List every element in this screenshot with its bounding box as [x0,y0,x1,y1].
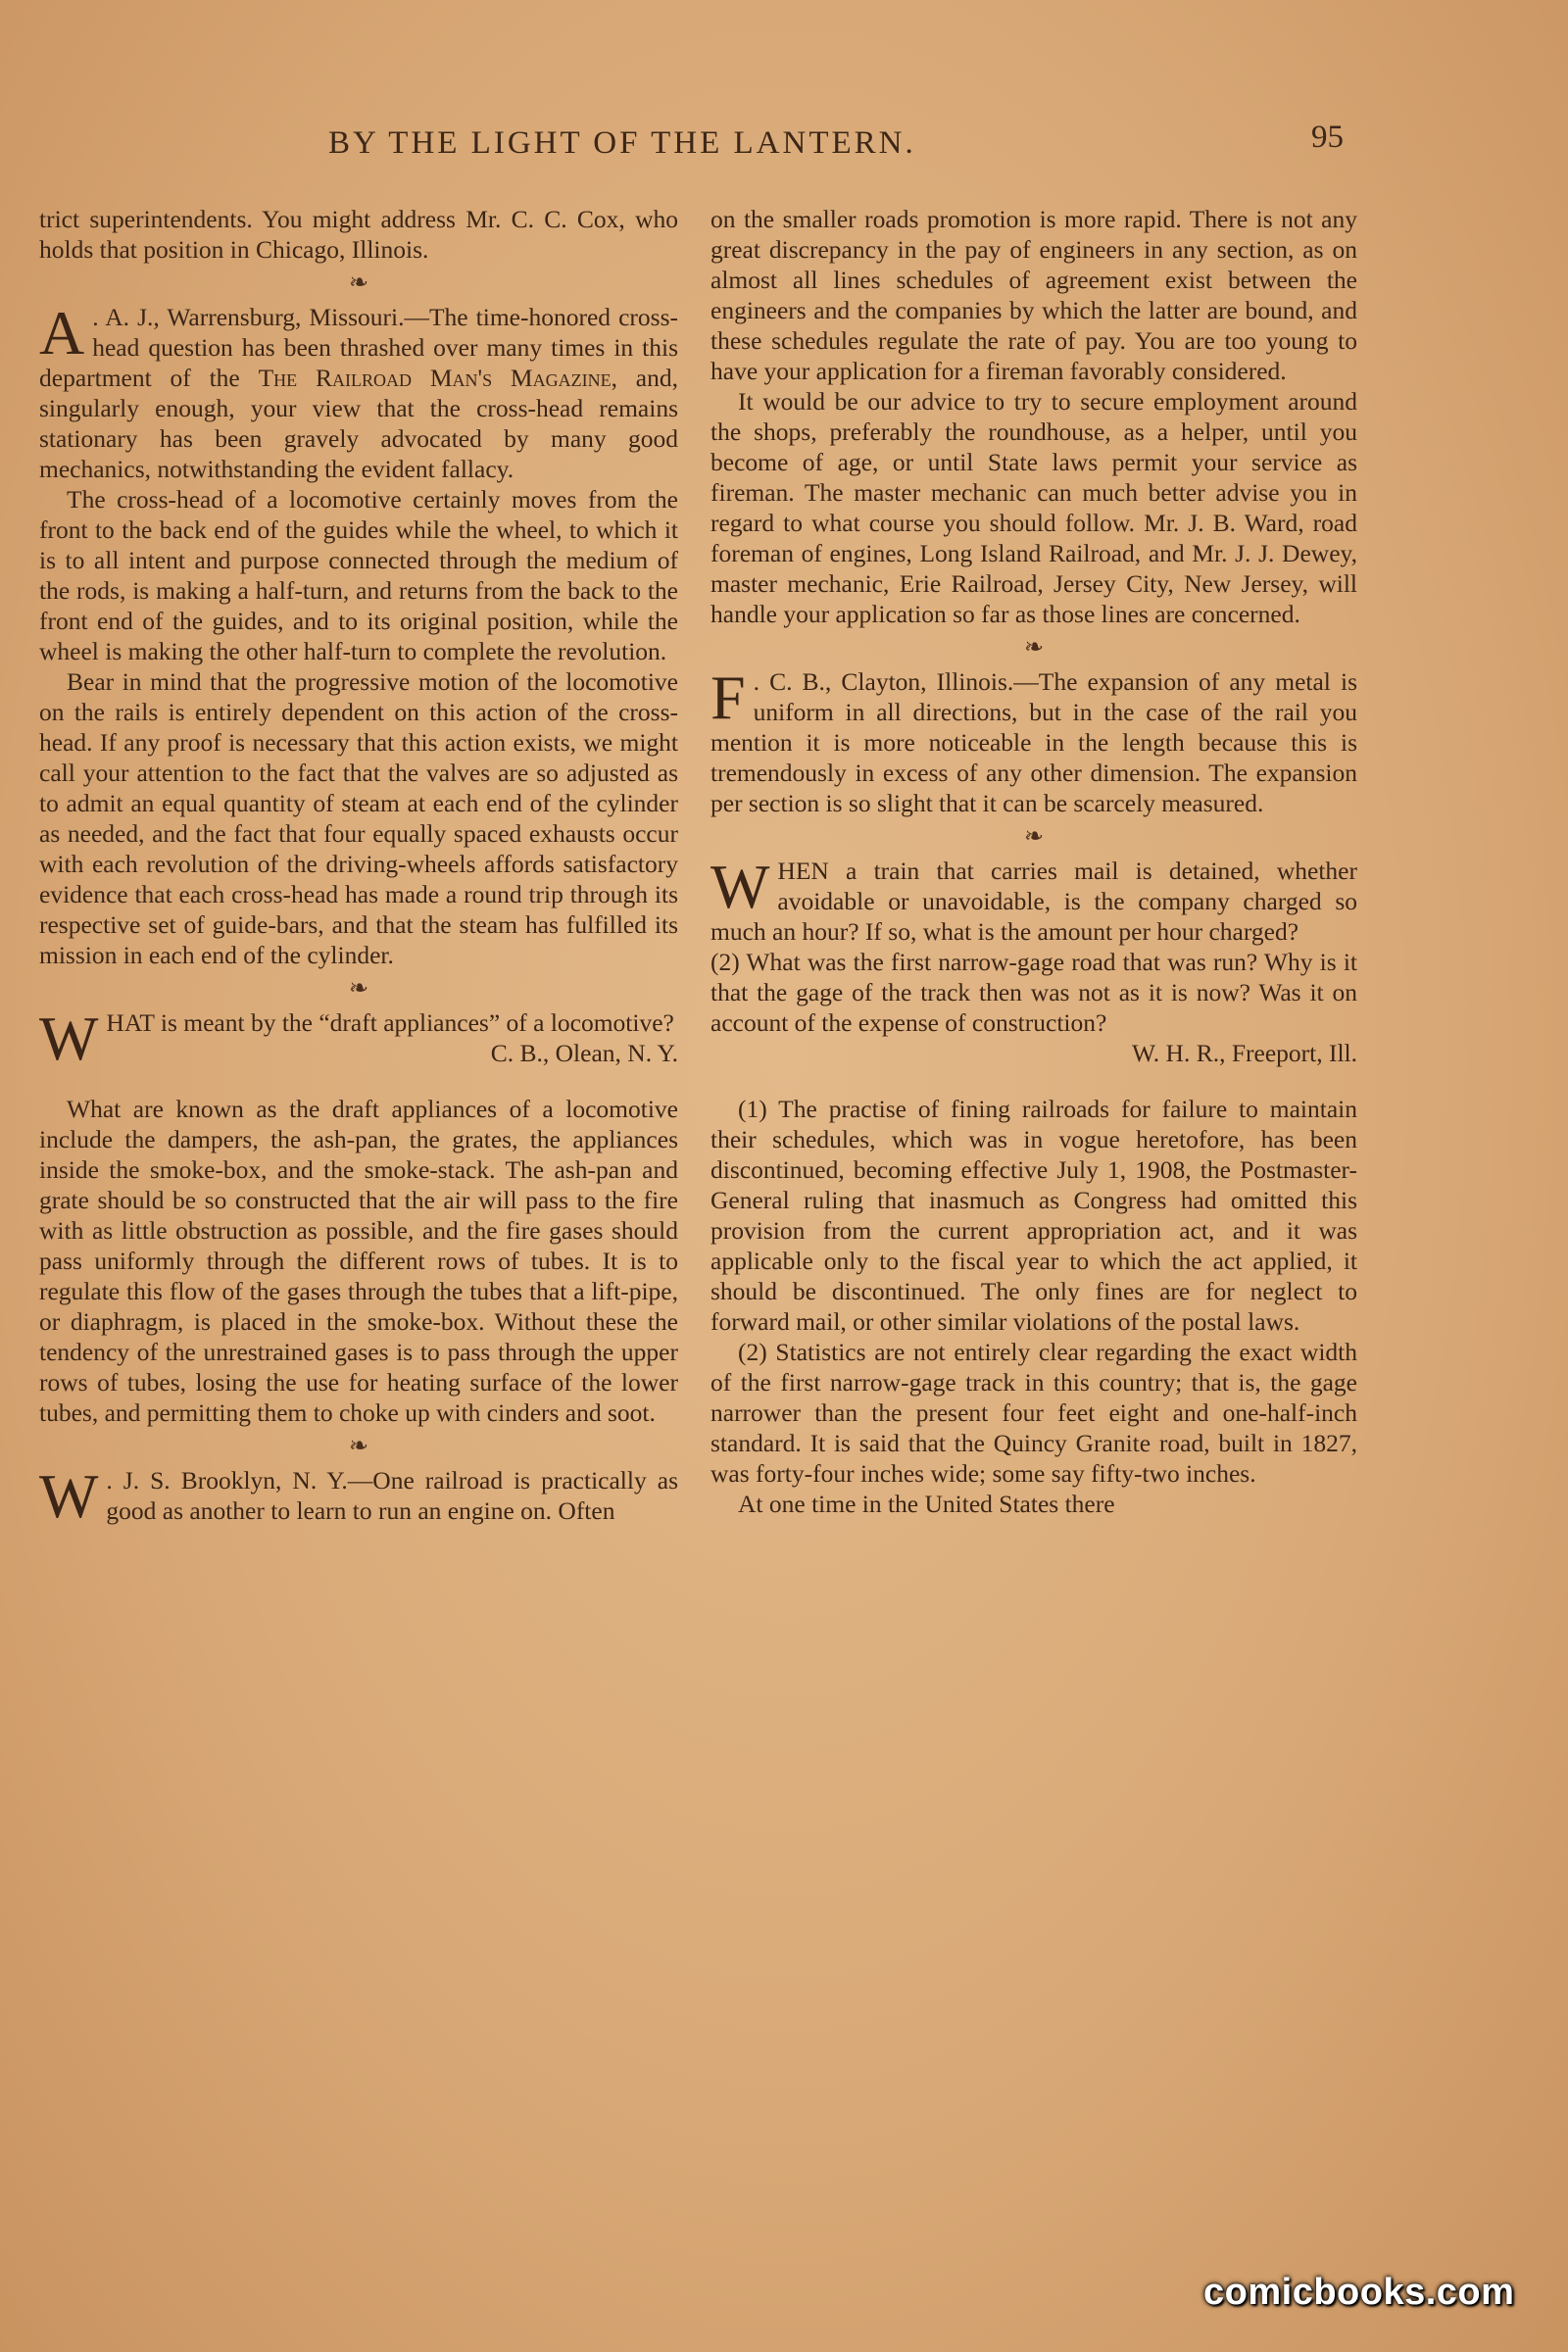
question-signature: C. B., Olean, N. Y. [490,1039,678,1067]
paragraph: It would be our advice to try to secure employment around the shops, preferably the roundhouse, as a helper, until you become of age, or until State laws permit your service as fireman. The master mechanic can much better advise you in regard to what course you should follow. Mr. J. B. Ward, road foreman of engines, Long Island Railroad, and Mr. J. J. Dewey, master mechanic, Erie Railroad, Jersey City, New Jersey, will handle your application so far as those lines are concerned. [710,387,1357,628]
question-narrow-gage: (2) What was the first narrow-gage road that was run? Why is it that the gage of the track then was not as it is now? Was it on account of the expense of construction? [710,948,1357,1037]
paragraph: The cross-head of a locomotive certainly moves from the front to the back end of the guides while the wheel, to which it is to all intent and purpose connected through the medium of the rods, is making a half-turn, and returns from the back to the front end of the guides, and to its original position, while the wheel is making the other half-turn to complete the revolution. [39,485,678,665]
fleuron-ornament: ❧ [348,1434,369,1459]
running-header [0,120,1568,174]
question-signature: W. H. R., Freeport, Ill. [1132,1039,1357,1067]
spacer [39,1068,678,1094]
paragraph: What are known as the draft appliances of a locomotive include the dampers, the ash-pan, the grates, the appliances inside the smoke-box, and the smoke-stack. The ash-pan and grate should be so constructed that the air will pass to the fire with as little obstruction as possible, and the fire gases should pass uniformly through the different rows of tubes. It is to regulate this flow of the gases through the tubes that a lift-pipe, or diaphragm, is placed in the smoke-box. Without these the tendency of the unrestrained gases is to pass through the upper rows of tubes, losing the use for heating surface of the lower tubes, and permitting them to choke up with cinders and soot. [39,1095,678,1427]
spacer [710,1068,1357,1094]
paragraph: Bear in mind that the progressive motion of the locomotive on the rails is entirely dependent on this action of the cross-head. If any proof is necessary that this action exists, we might call your attention to the fact that the valves are so adjusted as to admit an equal quantity of steam at each end of the cylinder as needed, and the fact that four equally spaced exhausts occur with each revolution of the driving-wheels affords satisfactory evidence that each cross-head has made a round trip through its respective set of guide-bars, and that the steam has fulfilled its mission in each end of the cylinder. [39,667,678,969]
page-number: 95 [1311,120,1344,155]
drop-cap: W [710,852,770,921]
answer-aj: A . A. J., Warrensburg, Missouri.—The time-honored cross-head question has been thrashed over many times in this department of the The Railroad Man's Magazine, and, singularly enough, your view that the cross-head remains stationary has been gravely advocated by many good mechanics, notwithstanding the evident fallacy. [39,298,678,483]
site-watermark: comicbooks.com [1203,2272,1515,2313]
fleuron-ornament: ❧ [348,976,369,1002]
fleuron-ornament: ❧ [1023,635,1045,661]
drop-cap: W [39,1461,99,1531]
drop-cap: F [710,662,746,732]
running-title: BY THE LIGHT OF THE LANTERN. [328,125,916,161]
drop-cap: A [39,298,85,368]
right-column [710,204,1357,1519]
paragraph: (1) The practise of fining railroads for failure to maintain their schedules, which was in vogue heretofore, has been discontinued, becoming effective July 1, 1908, the Postmaster-General ruling that inasmuch as Congress had omitted this provision from the current appropriation act, and it was applicable only to the fiscal year to which the act applied, it should be discontinued. The only fines are for neglect to forward mail, or other similar violations of the postal laws. [710,1095,1357,1336]
paragraph: (2) Statistics are not entirely clear regarding the exact width of the first narrow-gage track in this country; that is, the gage narrower than the present four feet eight and one-half-inch standard. It is said that the Quincy Granite road, built in 1827, was forty-four inches wide; some say fifty-two inches. [710,1338,1357,1488]
magazine-name: The Railroad Man's Magazine [258,364,612,392]
fleuron-ornament: ❧ [1023,824,1045,850]
answer-fcb: F . C. B., Clayton, Illinois.—The expansion of any metal is uniform in all directions, but in the case of the rail you mention it is more noticeable in the length because this is tremendously in excess of any other dimension. The expansion per section is so slight that it can be scarcely measured. [710,662,1357,817]
paragraph: trict superintendents. You might address Mr. C. C. Cox, who holds that position in Chicago, Illinois. [39,205,678,264]
paragraph: on the smaller roads promotion is more rapid. There is not any great discrepancy in the pay of engineers in any section, as on almost all lines schedules of agreement exist between the engineers and the companies by which the latter are bound, and these schedules regulate the rate of pay. You are too young to have your application for a fireman favorably considered. [710,205,1357,385]
fleuron-ornament: ❧ [348,270,369,296]
question-draft-appliances: WHAT is meant by the “draft appliances” of a locomotive? [39,1004,674,1073]
drop-cap: W [39,1004,99,1073]
left-column [39,204,678,1531]
question-mail-train: WHEN a train that carries mail is detained, whether avoidable or unavoidable, is the company charged so much an hour? If so, what is the amount per hour charged? [710,852,1357,946]
paragraph: At one time in the United States there [738,1490,1115,1518]
answer-wjs: W . J. S. Brooklyn, N. Y.—One railroad is practically as good as another to learn to run an engine on. Often [39,1461,678,1531]
